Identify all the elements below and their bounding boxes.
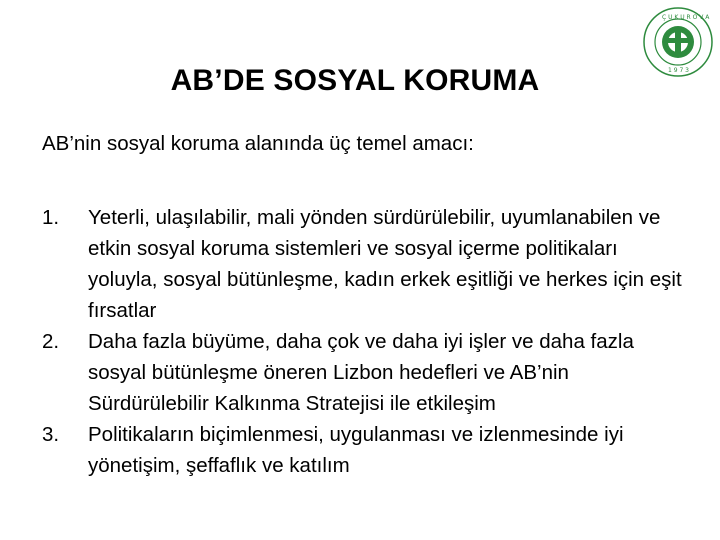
svg-text:1 9 7 3: 1 9 7 3	[668, 67, 689, 74]
intro-text: AB’nin sosyal koruma alanında üç temel amacı:	[42, 132, 474, 155]
list-item-number: 2.	[42, 330, 60, 353]
list-item-number: 3.	[42, 423, 60, 446]
list-item-number: 1.	[42, 206, 60, 229]
list-item-text: Yeterli, ulaşılabilir, mali yönden sürdürülebilir, uyumlanabilen ve etkin sosyal koruma sistemleri ve sosyal içerme politikaları yoluyla, sosyal bütünleşme, kadın erkek eşitliği ve herkes için eşit fırsatlar	[88, 206, 682, 322]
goals-list	[42, 202, 682, 481]
svg-text:Ç U K U R O V A: Ç U K U R O V A	[662, 14, 710, 21]
list-item	[42, 202, 682, 326]
list-item-text: Daha fazla büyüme, daha çok ve daha iyi işler ve daha fazla sosyal bütünleşme öneren Lizbon hedefleri ve AB’nin Sürdürülebilir Kalkınma Stratejisi ile etkileşim	[88, 330, 634, 415]
list-item	[42, 419, 682, 481]
list-item-text: Politikaların biçimlenmesi, uygulanması ve izlenmesinde iyi yönetişim, şeffaflık ve katılım	[88, 423, 624, 477]
slide-title: AB’DE SOSYAL KORUMA	[170, 64, 540, 97]
list-item	[42, 326, 682, 419]
